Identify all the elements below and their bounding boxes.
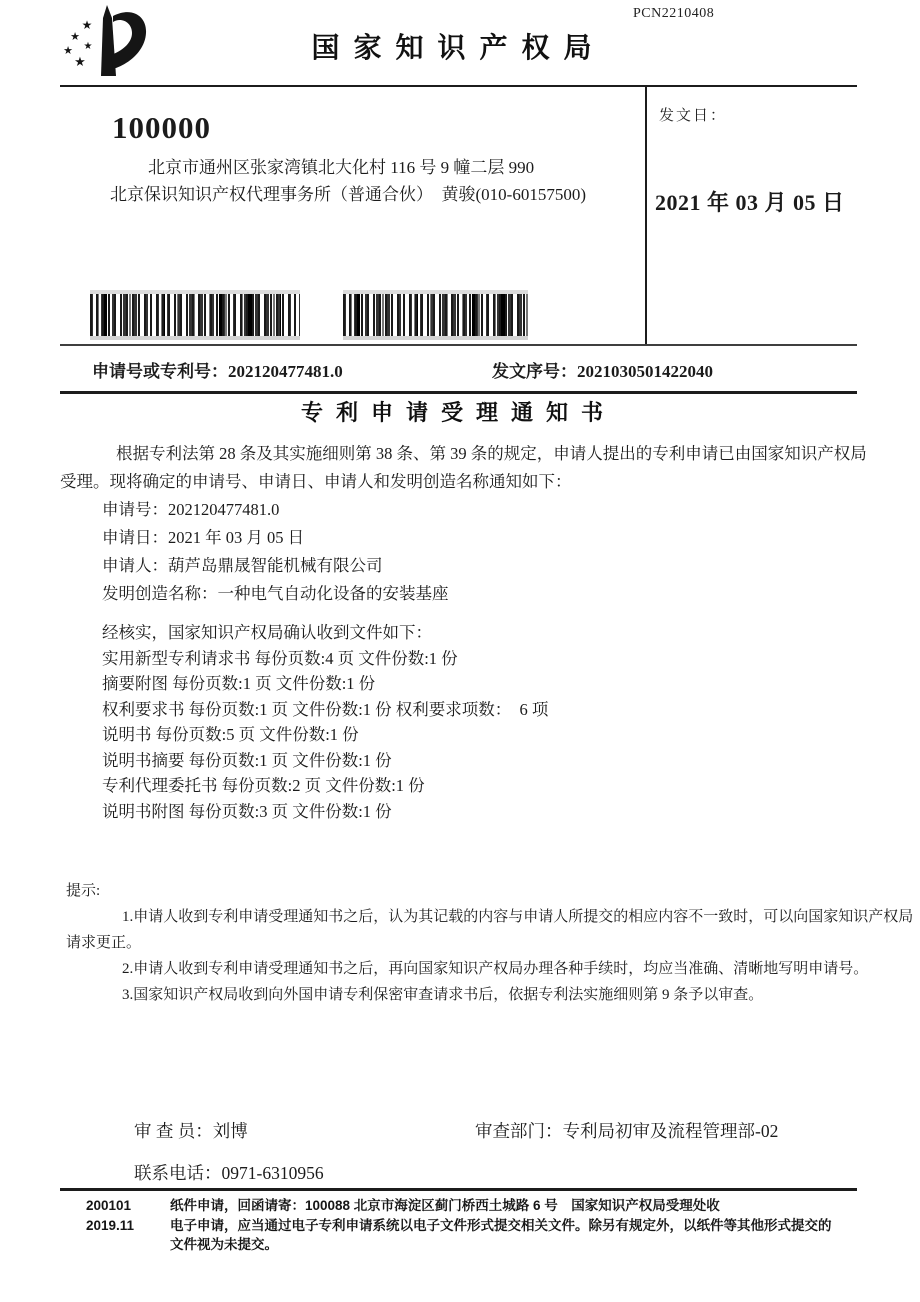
footer-form-code: 200101	[86, 1198, 132, 1213]
footer-notes	[86, 1196, 858, 1255]
received-intro: 经核实，国家知识产权局确认收到文件如下：	[102, 623, 432, 642]
footer-note-electronic-line2: 文件视为未提交。	[170, 1237, 278, 1252]
tip-line: 请求更正。	[66, 935, 142, 951]
field-invention-title: 发明创造名称：一种电气自动化设备的安装基座	[102, 584, 449, 603]
footer-note-electronic-line1: 电子申请，应当通过电子专利申请系统以电子文件形式提交相关文件。除另有规定外，以纸件等其他形式提交的	[170, 1217, 832, 1233]
footer-note-electronic	[170, 1216, 858, 1255]
application-number	[92, 357, 343, 382]
serial-number-value: 2021030501422040	[577, 362, 713, 381]
logo-star-icon: ★	[70, 31, 80, 43]
examiner-name: 刘博	[212, 1121, 248, 1141]
agency-title: 国家知识产权局	[311, 32, 606, 63]
issue-date-value: 2021 年 03 月 05 日	[655, 190, 845, 215]
date-box-divider	[645, 87, 647, 344]
examiner-label: 审 查 员：	[134, 1121, 213, 1141]
footer-form-date: 2019.11	[86, 1217, 135, 1233]
document-code: PCN2210408	[633, 6, 715, 21]
recipient-agent-line: 北京保识知识产权代理事务所（普通合伙） 黄骏(010-60157500)	[110, 185, 586, 204]
barcode-right	[343, 290, 528, 340]
notice-body	[60, 440, 867, 824]
intro-line: 受理。现将确定的申请号、申请日、申请人和发明创造名称通知如下：	[60, 472, 572, 491]
received-doc-line: 实用新型专利请求书 每份页数:4 页 文件份数:1 份	[102, 648, 458, 668]
department-label: 审查部门：	[475, 1121, 563, 1141]
department-name: 专利局初审及流程管理部-02	[562, 1121, 779, 1141]
application-number-value: 202120477481.0	[228, 362, 343, 381]
header-rule	[60, 85, 857, 87]
received-doc-line: 权利要求书 每份页数:1 页 文件份数:1 份 权利要求项数： 6 项	[102, 699, 549, 719]
received-doc-line: 说明书附图 每份页数:3 页 文件份数:1 份	[102, 801, 392, 821]
recipient-address: 北京市通州区张家湾镇北大化村 116 号 9 幢二层 990	[148, 158, 535, 177]
phone-number: 0971-6310956	[221, 1163, 324, 1183]
footer-note-paper: 纸件申请，回函请寄：100088 北京市海淀区蓟门桥西土城路 6 号 国家知识产权局受理处收	[170, 1198, 720, 1213]
footer-rule	[60, 1188, 857, 1191]
title-rule	[60, 391, 857, 394]
department-row	[475, 1118, 778, 1143]
examiner-row	[134, 1118, 248, 1143]
field-application-number: 申请号：202120477481.0	[102, 500, 280, 519]
serial-number-label: 发文序号：	[492, 362, 577, 381]
received-documents	[60, 620, 860, 824]
field-application-date: 申请日：2021 年 03 月 05 日	[102, 528, 305, 547]
received-doc-line: 专利代理委托书 每份页数:2 页 文件份数:1 份	[102, 776, 425, 795]
received-doc-line: 说明书 每份页数:5 页 文件份数:1 份	[102, 725, 359, 744]
logo-star-icon: ★	[63, 45, 73, 57]
received-doc-line: 摘要附图 每份页数:1 页 文件份数:1 份	[102, 674, 376, 693]
tips-heading: 提示:	[66, 883, 101, 899]
phone-label: 联系电话：	[134, 1163, 222, 1183]
application-number-label: 申请号或专利号：	[92, 362, 228, 381]
notice-title: 专利申请受理通知书	[300, 400, 616, 425]
postal-code: 100000	[112, 110, 211, 145]
middle-rule	[60, 344, 857, 346]
tip-line: 2.申请人收到专利申请受理通知书之后，再向国家知识产权局办理各种手续时，均应当准确、清晰地写明申请号。	[122, 961, 869, 977]
tips-section	[66, 878, 913, 1008]
logo-star-icon: ★	[81, 18, 93, 32]
contact-phone-row	[134, 1160, 324, 1185]
tip-line: 1.申请人收到专利申请受理通知书之后，认为其记载的内容与申请人所提交的相应内容不一致时，可以向国家知识产权局	[122, 909, 914, 925]
field-applicant: 申请人：葫芦岛鼎晟智能机械有限公司	[102, 556, 383, 575]
issue-date-label: 发文日：	[659, 108, 728, 124]
logo-star-icon: ★	[74, 54, 86, 69]
received-doc-line: 说明书摘要 每份页数:1 页 文件份数:1 份	[102, 750, 392, 770]
intro-line: 根据专利法第 28 条及其实施细则第 38 条、第 39 条的规定，申请人提出的专利申请已由国家知识产权局	[116, 444, 867, 463]
logo-star-icon: ★	[83, 41, 93, 52]
tip-line: 3.国家知识产权局收到向外国申请专利保密审查请求书后，依据专利法实施细则第 9 条予以审查。	[122, 987, 764, 1003]
barcode-left	[90, 290, 300, 340]
serial-number	[492, 357, 713, 382]
